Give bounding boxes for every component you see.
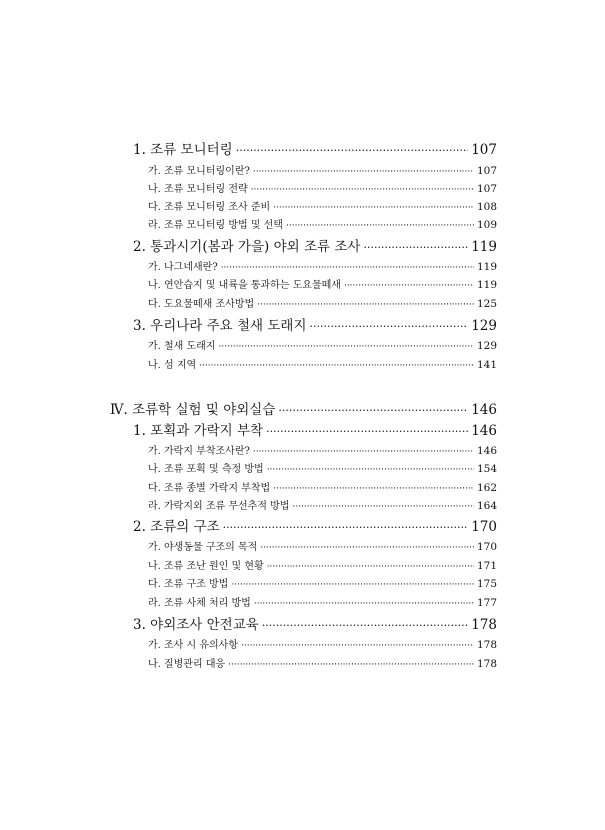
toc-entry-label: 라. 가락지외 조류 무선추적 방법 <box>148 501 290 512</box>
toc-entry-subsection[interactable] <box>148 479 497 494</box>
toc-entry-subsection[interactable] <box>148 442 497 457</box>
toc-entry-label: 3. 우리나라 주요 철새 도래지 <box>133 318 307 334</box>
leader-dots <box>231 580 474 590</box>
toc-entry-subsection[interactable] <box>148 594 497 609</box>
leader-dots <box>262 619 468 632</box>
toc-page-number: 119 <box>476 261 497 273</box>
toc-page-number: 107 <box>471 142 497 158</box>
toc-entry-label: 나. 섬 지역 <box>148 360 197 371</box>
toc-entry-label: 라. 조류 사체 처리 방법 <box>148 598 251 609</box>
toc-entry-label: 다. 조류 구조 방법 <box>148 579 229 590</box>
toc-entry-label: 가. 야생동물 구조의 목적 <box>148 542 258 553</box>
toc-entry-label: Ⅳ. 조류학 실험 및 야외실습 <box>110 402 276 418</box>
toc-page-number: 146 <box>471 423 497 439</box>
toc-page-number: 170 <box>476 541 497 553</box>
toc-page-number: 154 <box>476 463 497 475</box>
toc-entry-subsection[interactable] <box>148 180 497 195</box>
toc-entry-subsection[interactable] <box>148 636 497 651</box>
leader-dots <box>236 144 469 157</box>
leader-dots <box>267 562 474 572</box>
leader-dots <box>221 263 474 273</box>
toc-entry-section[interactable] <box>133 515 497 535</box>
toc-entry-label: 나. 조류 조난 원인 및 현황 <box>148 561 264 572</box>
toc-page-number: 177 <box>476 597 497 609</box>
toc-entry-label: 가. 나그네새란? <box>148 262 218 273</box>
toc-entry-subsection[interactable] <box>148 356 497 371</box>
toc-entry-section[interactable] <box>133 138 497 158</box>
toc-page-number: 175 <box>476 578 497 590</box>
toc-entry-subsection[interactable] <box>148 655 497 670</box>
leader-dots <box>273 484 474 494</box>
toc-entry-label: 1. 조류 모니터링 <box>133 142 233 158</box>
toc-entry-subsection[interactable] <box>148 575 497 590</box>
toc-entry-section[interactable] <box>133 613 497 633</box>
toc-page-number: 107 <box>476 183 497 195</box>
toc-page-number: 125 <box>476 298 497 310</box>
toc-page-number: 178 <box>476 658 497 670</box>
toc-entry-section[interactable] <box>133 419 497 439</box>
toc-entry-label: 다. 도요물떼새 조사방법 <box>148 299 255 310</box>
toc-page-number: 170 <box>471 519 497 535</box>
toc-entry-label: 1. 포획과 가락지 부착 <box>133 423 264 439</box>
leader-dots <box>344 281 474 291</box>
toc-entry-label: 나. 연안습지 및 내륙을 통과하는 도요물떼새 <box>148 280 341 291</box>
toc-entry-subsection[interactable] <box>148 198 497 213</box>
leader-dots <box>267 465 474 475</box>
toc-entry-label: 가. 조류 모니터링이란? <box>148 166 250 177</box>
toc-entry-subsection[interactable] <box>148 295 497 310</box>
leader-dots <box>251 185 474 195</box>
leader-dots <box>266 425 468 438</box>
toc-entry-section[interactable] <box>133 314 497 334</box>
toc-entry-subsection[interactable] <box>148 276 497 291</box>
toc-entry-label: 나. 조류 포획 및 측정 방법 <box>148 464 264 475</box>
toc-page-number: 109 <box>476 219 497 231</box>
toc-page-number: 129 <box>476 340 497 352</box>
leader-dots <box>223 521 469 534</box>
toc-page-number: 141 <box>476 359 497 371</box>
toc-entry-label: 나. 조류 모니터링 전략 <box>148 184 248 195</box>
toc-entry-subsection[interactable] <box>148 258 497 273</box>
toc-page-number: 119 <box>476 279 497 291</box>
leader-dots <box>363 241 468 254</box>
leader-dots <box>310 320 469 333</box>
toc-page-number: 146 <box>476 445 497 457</box>
toc-entry-subsection[interactable] <box>148 460 497 475</box>
toc-entry-subsection[interactable] <box>148 162 497 177</box>
leader-dots <box>257 300 474 310</box>
leader-dots <box>254 599 474 609</box>
leader-dots <box>253 167 474 177</box>
leader-dots <box>219 342 474 352</box>
toc-page-number: 164 <box>476 500 497 512</box>
toc-page-number: 171 <box>476 560 497 572</box>
toc-entry-label: 다. 조류 종별 가락지 부착법 <box>148 483 271 494</box>
leader-dots <box>228 660 474 670</box>
toc-page-number: 146 <box>471 402 497 418</box>
toc-entry-label: 라. 조류 모니터링 방법 및 선택 <box>148 220 283 231</box>
toc-entry-label: 가. 조사 시 유의사항 <box>148 640 238 651</box>
toc-entry-label: 가. 가락지 부착조사란? <box>148 446 250 457</box>
leader-dots <box>241 641 474 651</box>
toc-page-number: 119 <box>471 239 497 255</box>
toc-entry-label: 2. 조류의 구조 <box>133 519 220 535</box>
toc-entry-label: 다. 조류 모니터링 조사 준비 <box>148 202 271 213</box>
leader-dots <box>199 361 474 371</box>
toc-entry-subsection[interactable] <box>148 497 497 512</box>
toc-page-number: 108 <box>476 201 497 213</box>
toc-entry-label: 2. 통과시기(봄과 가을) 야외 조류 조사 <box>133 239 361 255</box>
toc-entry-section[interactable] <box>133 235 497 255</box>
leader-dots <box>278 404 468 417</box>
leader-dots <box>253 447 474 457</box>
leader-dots <box>292 502 473 512</box>
leader-dots <box>260 543 474 553</box>
toc-entry-subsection[interactable] <box>148 216 497 231</box>
toc-entry-subsection[interactable] <box>148 557 497 572</box>
toc-page-number: 129 <box>471 318 497 334</box>
leader-dots <box>273 203 474 213</box>
toc-entry-label: 3. 야외조사 안전교육 <box>133 617 259 633</box>
leader-dots <box>286 221 474 231</box>
toc-page-number: 178 <box>476 639 497 651</box>
toc-entry-subsection[interactable] <box>148 538 497 553</box>
toc-entry-label: 가. 철새 도래지 <box>148 341 216 352</box>
toc-entry-label: 나. 질병관리 대응 <box>148 659 226 670</box>
toc-page-number: 178 <box>471 617 497 633</box>
toc-entry-subsection[interactable] <box>148 337 497 352</box>
toc-entry-chapter[interactable] <box>110 398 497 418</box>
toc-page-number: 162 <box>476 482 497 494</box>
toc-page-number: 107 <box>476 165 497 177</box>
